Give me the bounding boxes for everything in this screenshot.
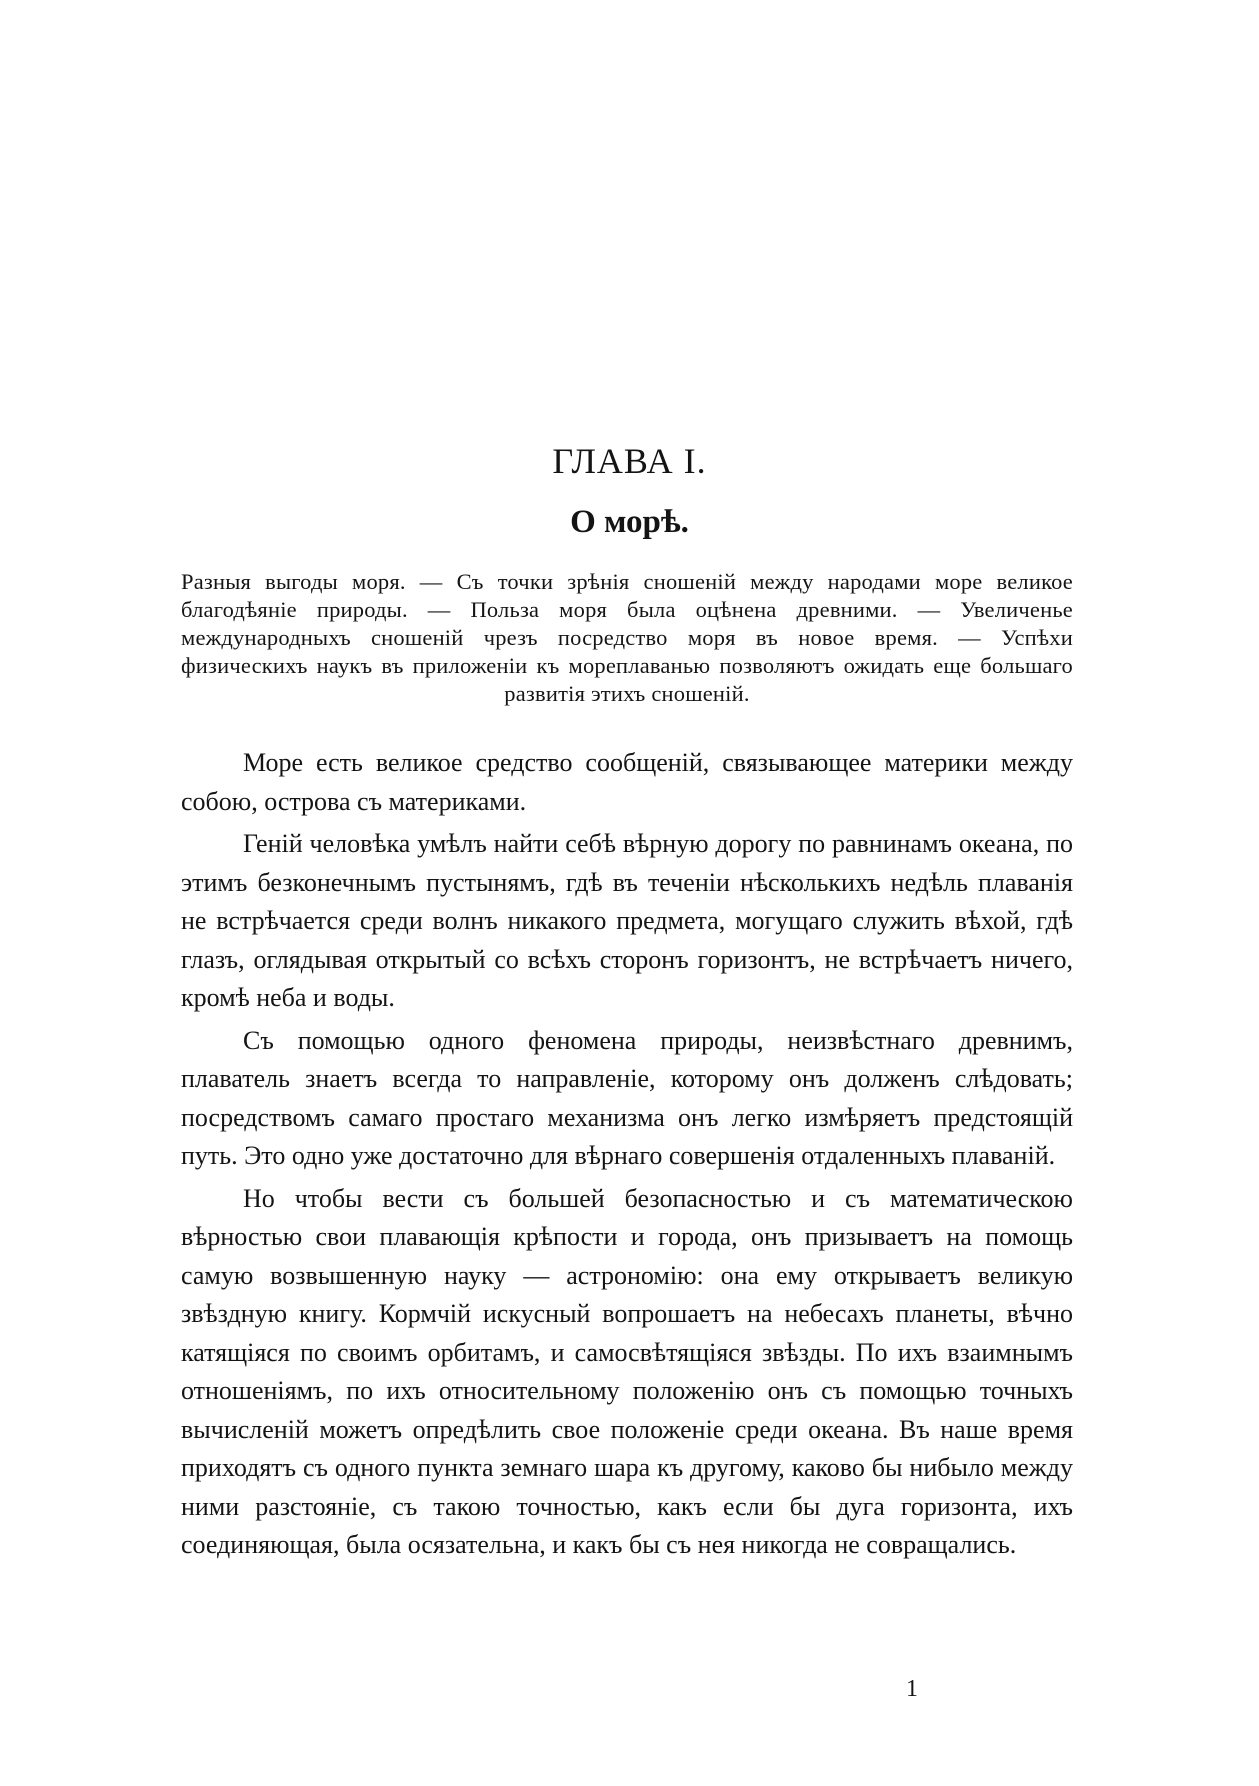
chapter-summary: Разныя выгоды моря. — Съ точки зрѣнія сношеній между народами море великое благодѣяніе природы. — Польза моря была оцѣнена древними. — Увеличенье международныхъ сношеній чрезъ посредство моря въ новое время. — Успѣхи физическихъ наукъ въ приложеніи къ мореплаванью позволяютъ ожидать еще большаго развитія этихъ сношеній. xyxy=(181,569,1073,706)
paragraph: Геній человѣка умѣлъ найти себѣ вѣрную дорогу по равнинамъ океана, по этимъ безконечнымъ пустынямъ, гдѣ въ теченіи нѣсколькихъ недѣль плаванія не встрѣчается среди волнъ никакого предмета, могущаго служить вѣхой, гдѣ глазъ, оглядывая открытый со всѣхъ сторонъ горизонтъ, не встрѣчаетъ ничего, кромѣ неба и воды. xyxy=(181,829,1073,1012)
body-text xyxy=(181,744,1073,1569)
chapter-title: ГЛАВА I. xyxy=(552,441,707,481)
paragraph: Но чтобы вести съ большей безопасностью и съ математическою вѣрностью свои плавающія крѣпости и города, онъ призываетъ на помощь самую возвышенную науку — астрономію: она ему открываетъ великую звѣздную книгу. Кормчій искусный вопрошаетъ на небесахъ планеты, вѣчно катящіяся по своимъ орбитамъ, и самосвѣтящіяся звѣзды. По ихъ взаимнымъ отношеніямъ, по ихъ относительному положенію онъ съ помощью точныхъ вычисленій можетъ опредѣлить свое положеніе среди океана. Въ наше время приходятъ съ одного пункта земнаго шара къ другому, каково бы нибыло между ними разстояніе, съ такою точностью, какъ если бы дуга горизонта, ихъ соединяющая, была осязательна, и какъ бы съ нея никогда не совращались. xyxy=(181,1183,1073,1559)
paragraph: Море есть великое средство сообщеній, связывающее материки между собою, острова съ материками. xyxy=(181,748,1073,816)
paragraph: Съ помощью одного феномена природы, неизвѣстнаго древнимъ, плаватель знаетъ всегда то направленіе, которому онъ долженъ слѣдовать; посредствомъ самаго простаго механизма онъ легко измѣряетъ предстоящій путь. Это одно уже достаточно для вѣрнаго совершенія отдаленныхъ плаваній. xyxy=(181,1025,1073,1170)
page-number: 1 xyxy=(906,1676,918,1702)
chapter-subtitle: О морѣ. xyxy=(570,504,689,540)
